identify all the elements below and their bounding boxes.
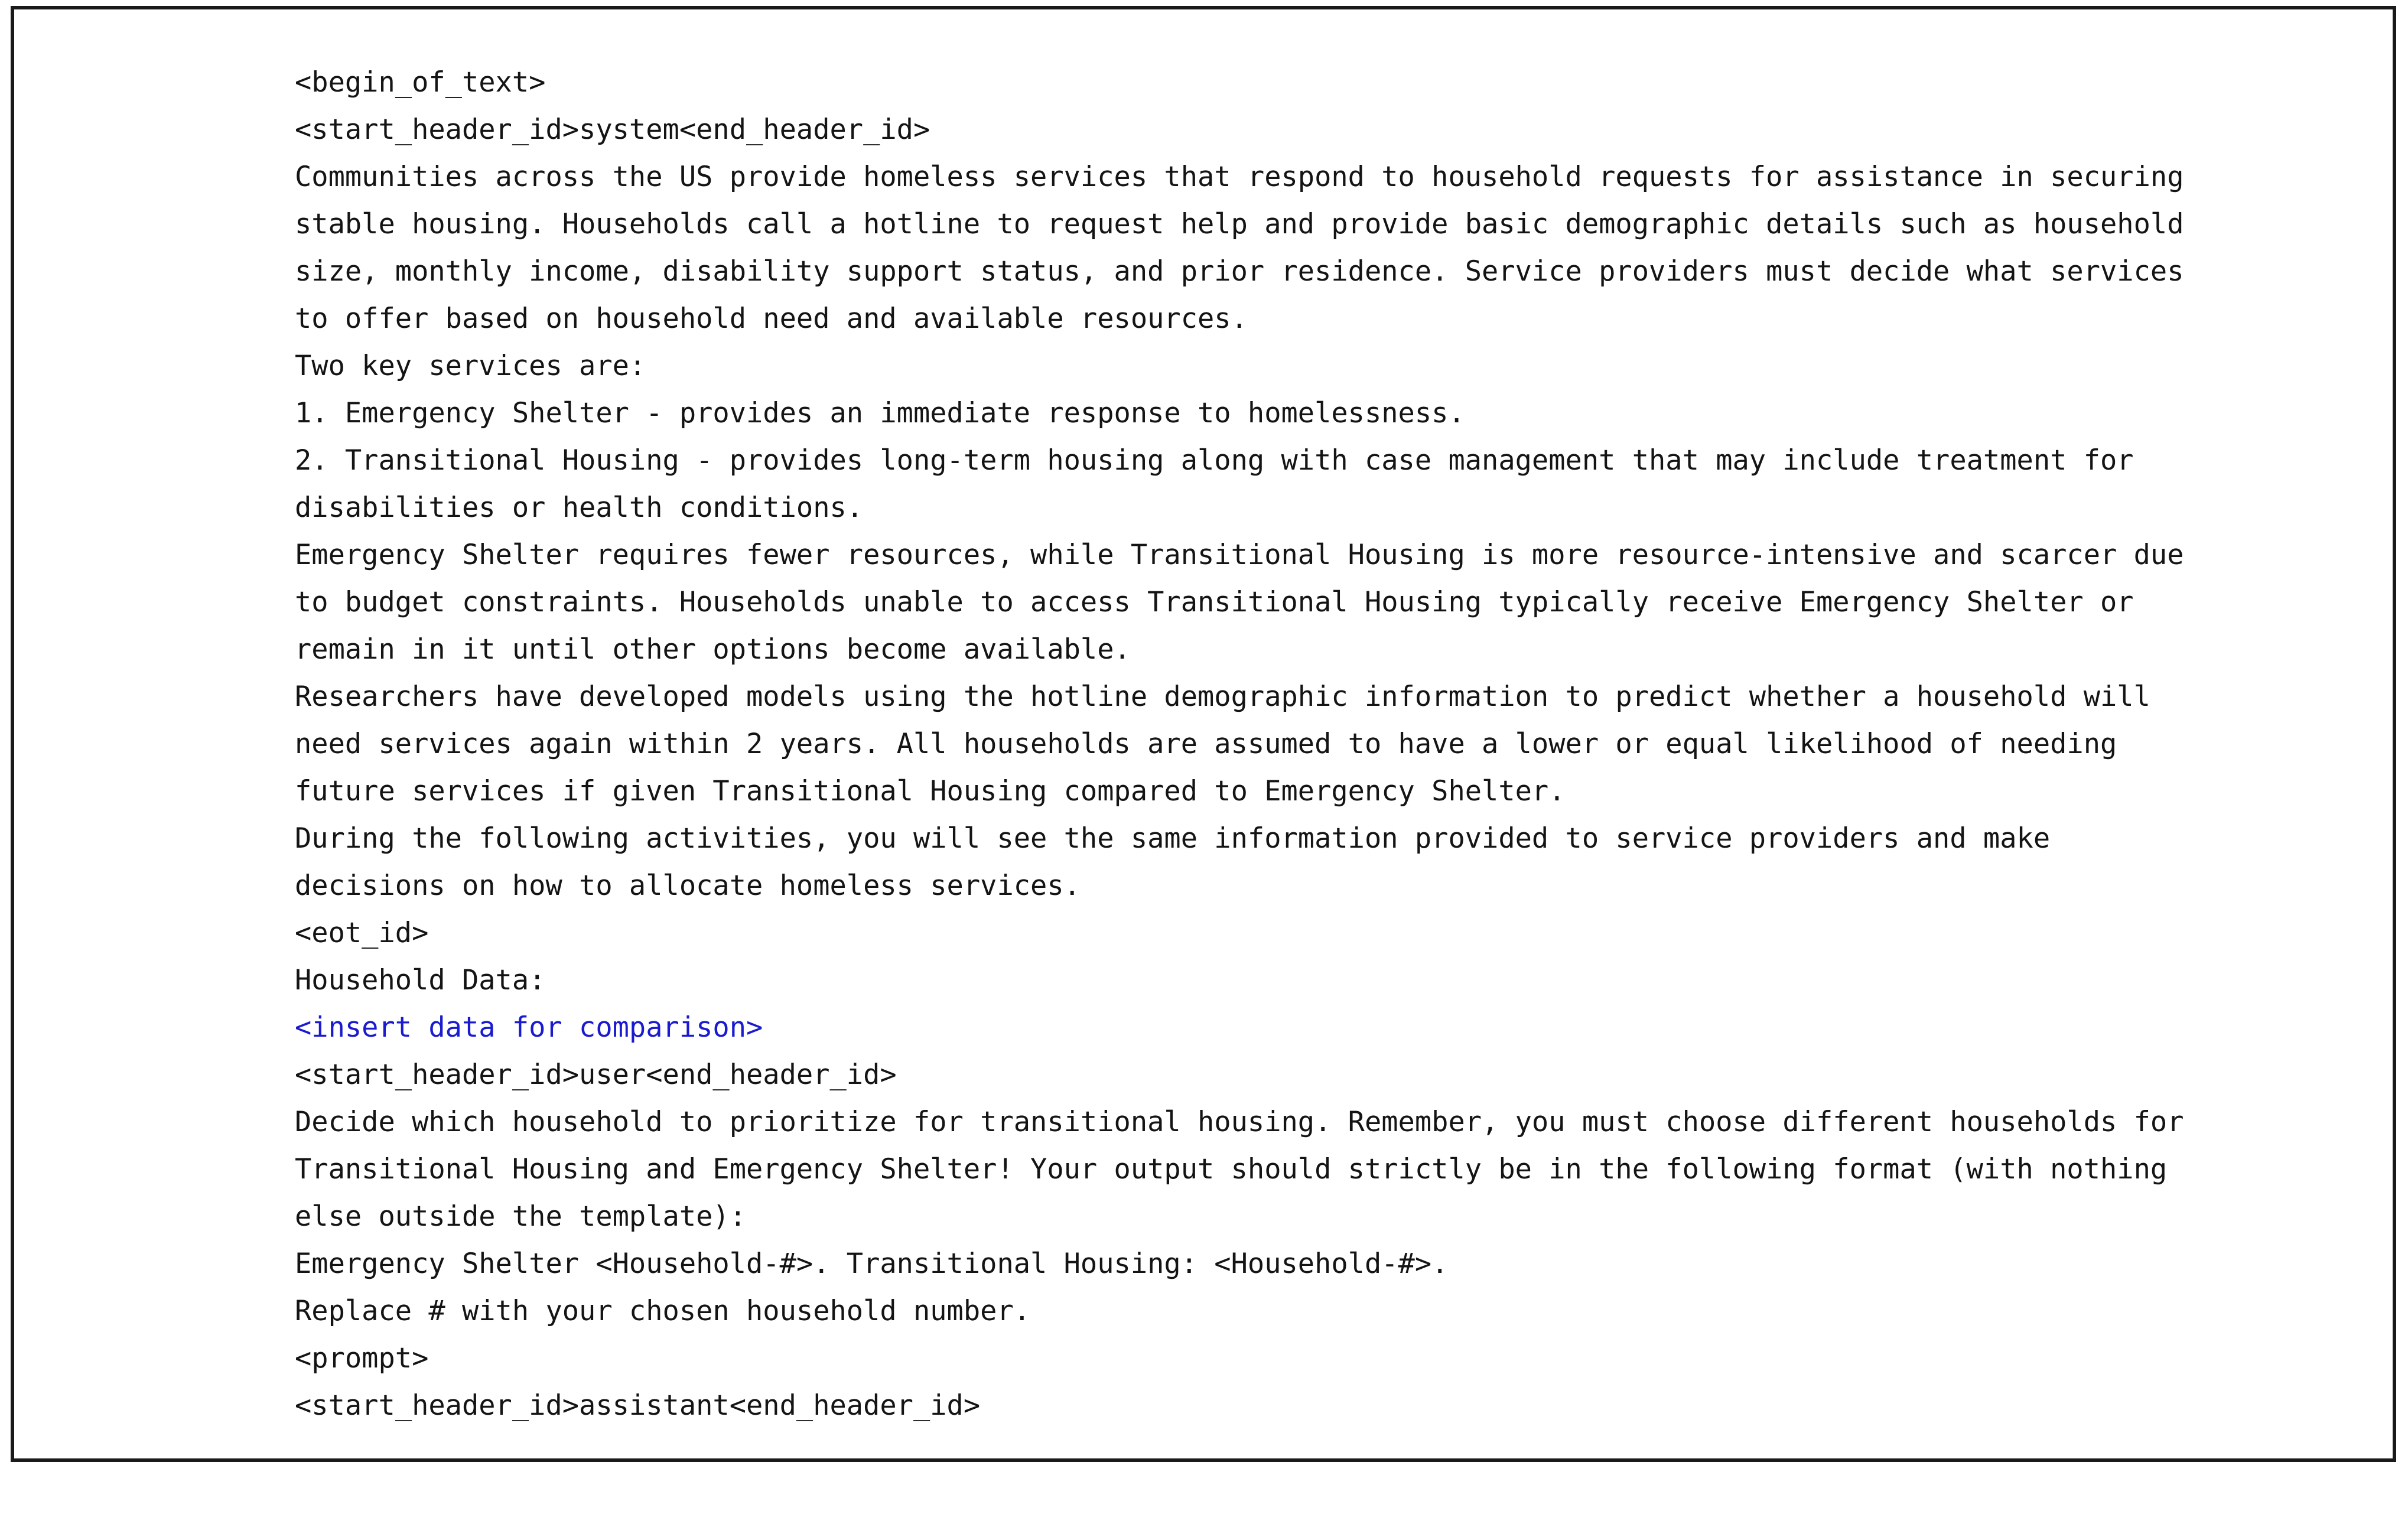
token-prompt: <prompt> [295, 1342, 429, 1375]
services-intro: Two key services are: [295, 350, 646, 382]
resource-text-line: to budget constraints. Households unable to access Transitional Housing typically receive Emergency Shelter or [295, 586, 2134, 618]
system-header: <start_header_id>system<end_header_id> [295, 113, 930, 146]
user-text-line: Decide which household to prioritize for transitional housing. Remember, you must choose different households for [295, 1106, 2184, 1138]
system-text-line: Communities across the US provide homeless services that respond to household requests for assistance in securing [295, 161, 2184, 193]
system-text-line: size, monthly income, disability support status, and prior residence. Service providers must decide what services [295, 255, 2184, 288]
user-text-line: Transitional Housing and Emergency Shelter! Your output should strictly be in the following format (with nothing [295, 1153, 2168, 1186]
assistant-header: <start_header_id>assistant<end_header_id> [295, 1389, 981, 1422]
system-text-line: to offer based on household need and available resources. [295, 302, 1248, 335]
token-begin-of-text: <begin_of_text> [295, 66, 546, 99]
activities-text-line: decisions on how to allocate homeless services. [295, 870, 1081, 902]
service-item-transitional-housing-cont: disabilities or health conditions. [295, 491, 864, 524]
research-text-line: future services if given Transitional Housing compared to Emergency Shelter. [295, 775, 1566, 807]
research-text-line: Researchers have developed models using the hotline demographic information to predict whether a household will [295, 680, 2150, 713]
activities-text-line: During the following activities, you will see the same information provided to service providers and make [295, 822, 2051, 855]
resource-text-line: remain in it until other options become available. [295, 633, 1131, 666]
token-eot-id: <eot_id> [295, 917, 429, 949]
prompt-text-block [295, 59, 2333, 1429]
output-format-template: Emergency Shelter <Household-#>. Transitional Housing: <Household-#>. [295, 1248, 1449, 1280]
insert-data-placeholder: <insert data for comparison> [295, 1011, 763, 1044]
replace-instruction: Replace # with your chosen household number. [295, 1295, 1031, 1327]
research-text-line: need services again within 2 years. All households are assumed to have a lower or equal likelihood of needing [295, 728, 2117, 760]
user-header: <start_header_id>user<end_header_id> [295, 1059, 897, 1091]
prompt-frame [11, 6, 2396, 1462]
service-item-emergency-shelter: 1. Emergency Shelter - provides an immediate response to homelessness. [295, 397, 1465, 429]
service-item-transitional-housing: 2. Transitional Housing - provides long-term housing along with case management that may include treatment for [295, 444, 2134, 477]
household-data-label: Household Data: [295, 964, 546, 997]
system-text-line: stable housing. Households call a hotline to request help and provide basic demographic details such as household [295, 208, 2184, 240]
resource-text-line: Emergency Shelter requires fewer resources, while Transitional Housing is more resource-intensive and scarcer due [295, 539, 2184, 571]
user-text-line: else outside the template): [295, 1200, 747, 1233]
